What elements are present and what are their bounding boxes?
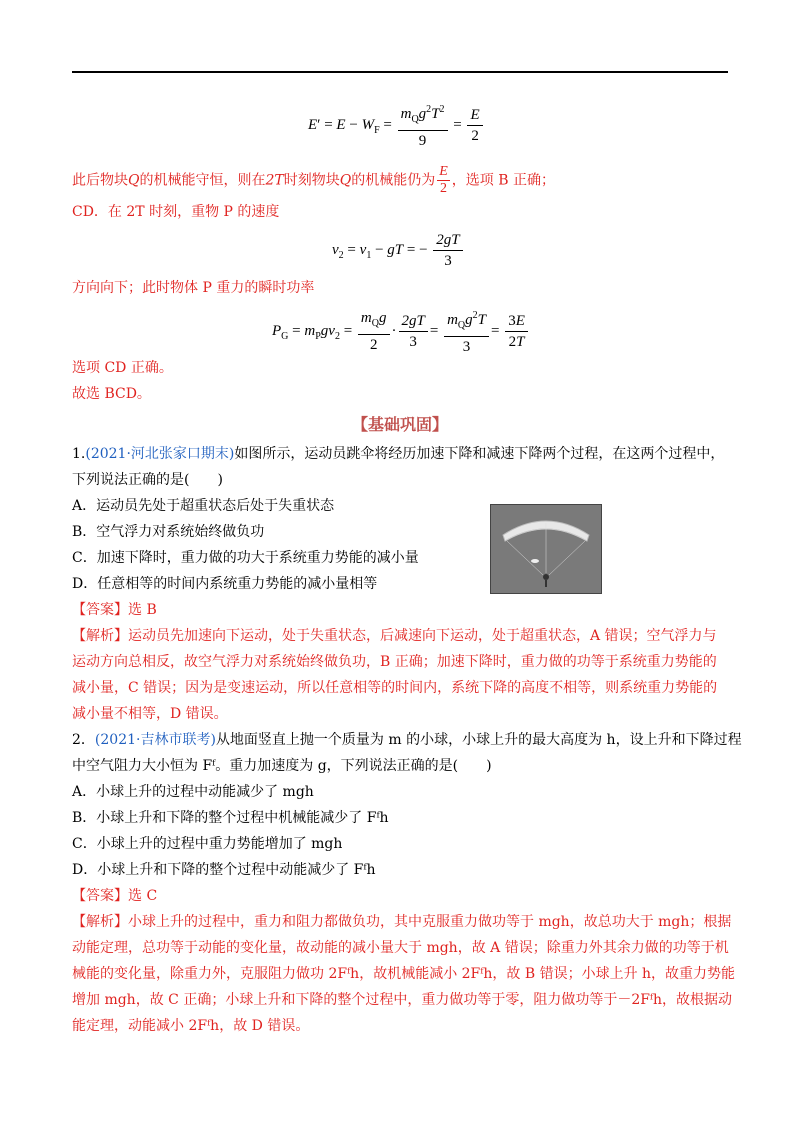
solution-line-5: 故选 BCD。 <box>72 386 151 402</box>
q1-answer: 【答案】选 B <box>72 602 157 618</box>
equation-velocity: $v_2 = v_1$ − gT = − $\frac{2gT}{3}$ <box>332 230 465 271</box>
equation-power: $P_G = m_Pgv_2$ = $\frac{m_Qg}{2}$ · $\frac{2gT}{3}$ = $\frac{m_Qg^2T}{3}$ = $\frac{3E}{2T}$ <box>272 306 530 357</box>
q1-analysis-3: 减小量，C 错误；因为是变速运动，所以任意相等的时间内，系统下降的高度不相等，则系统重力势能的 <box>72 680 718 696</box>
q2-option-c: C．小球上升的过程中重力势能增加了 mgh <box>72 836 343 852</box>
q2-stem-line-1: 2．(2021·吉林市联考)从地面竖直上抛一个质量为 m 的小球，小球上升的最大高度为 h，设上升和下降过程 <box>72 732 742 748</box>
q2-stem-line-2: 中空气阻力大小恒为 Fᶠ。重力加速度为 g，下列说法正确的是( ) <box>72 758 492 774</box>
inline-fraction: $\frac{E}{2}$ <box>439 164 448 196</box>
section-title: 【基础巩固】 <box>351 415 448 434</box>
parachute-icon <box>491 505 601 593</box>
equation-energy: $E' = E - W_F$ = $\frac{m_Qg^2T^2}{9}$ = $\frac{E}{2}$ <box>308 100 485 151</box>
solution-line-4: 选项 CD 正确。 <box>72 360 173 376</box>
parachute-image <box>490 504 602 594</box>
q2-answer: 【答案】选 C <box>72 888 158 904</box>
solution-line-2: CD．在 2T 时刻，重物 P 的速度 <box>72 204 280 220</box>
q1-option-c: C．加速下降时，重力做的功大于系统重力势能的减小量 <box>72 550 419 566</box>
solution-line-3: 方向向下；此时物体 P 重力的瞬时功率 <box>72 280 315 296</box>
q1-option-b: B．空气浮力对系统始终做负功 <box>72 524 265 540</box>
header-rule <box>72 71 728 73</box>
q2-analysis-4: 增加 mgh，故 C 正确；小球上升和下降的整个过程中，重力做功等于零，阻力做功等于－2Fᶠh，故根据动 <box>72 992 733 1008</box>
q2-analysis-2: 动能定理，总功等于动能的变化量，故动能的减小量大于 mgh，故 A 错误；除重力外其余力做的功等于机 <box>72 940 729 956</box>
q1-stem-line-2: 下列说法正确的是( ) <box>72 472 223 488</box>
q2-analysis-1: 【解析】小球上升的过程中，重力和阻力都做负功，其中克服重力做功等于 mgh，故总功大于 mgh；根据 <box>72 914 732 930</box>
q2-analysis-5: 能定理，动能减小 2Fᶠh，故 D 错误。 <box>72 1018 310 1034</box>
q1-source: (2021·河北张家口期末) <box>85 446 235 462</box>
q1-option-d: D．任意相等的时间内系统重力势能的减小量相等 <box>72 576 378 592</box>
q1-stem-line-1: 1.(2021·河北张家口期末)如图所示，运动员跳伞将经历加速下降和减速下降两个过程，在这两个过程中， <box>72 446 725 462</box>
q1-analysis-2: 运动方向总相反，故空气浮力对系统始终做负功，B 正确；加速下降时，重力做的功等于系统重力势能的 <box>72 654 717 670</box>
q1-analysis-1: 【解析】运动员先加速向下运动，处于失重状态，后减速向下运动，处于超重状态，A 错误；空气浮力与 <box>72 628 717 644</box>
q2-option-b: B．小球上升和下降的整个过程中机械能减少了 Fᶠh <box>72 810 389 826</box>
q1-analysis-4: 减小量不相等，D 错误。 <box>72 706 228 722</box>
q2-option-d: D．小球上升和下降的整个过程中动能减少了 Fᶠh <box>72 862 376 878</box>
q2-source: (2021·吉林市联考) <box>94 732 216 748</box>
q2-analysis-3: 械能的变化量，除重力外，克服阻力做功 2Fᶠh，故机械能减小 2Fᶠh，故 B 错误；小球上升 h，故重力势能 <box>72 966 736 982</box>
q2-option-a: A．小球上升的过程中动能减少了 mgh <box>72 784 314 800</box>
solution-line-1: 此后物块Q的机械能守恒，则在2T时刻物块Q的机械能仍为 $\frac{E}{2}$ ，选项 B 正确； <box>72 164 555 196</box>
q1-option-a: A．运动员先处于超重状态后处于失重状态 <box>72 498 335 514</box>
